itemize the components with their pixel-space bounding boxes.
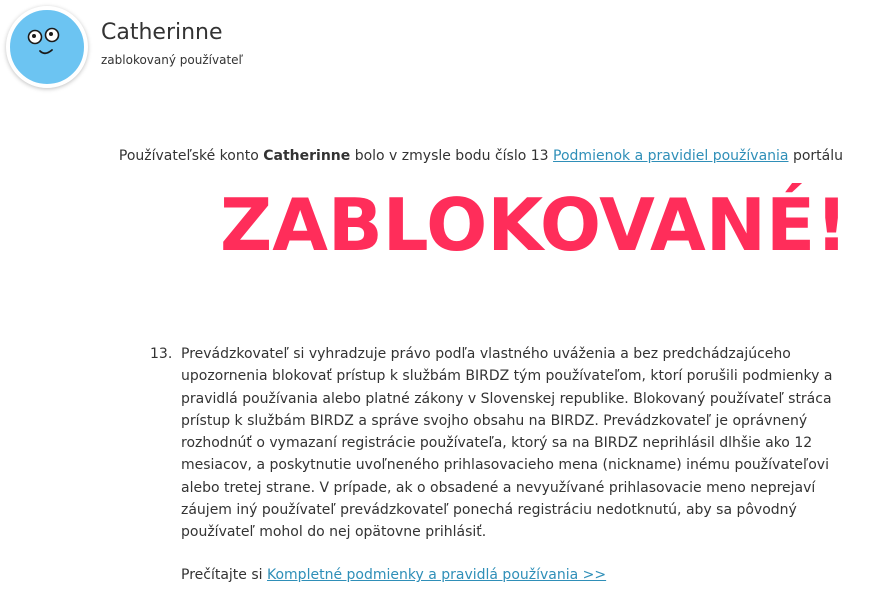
profile-header bbox=[0, 0, 883, 100]
rule-text: Prevádzkovateľ si vyhradzuje právo podľa vlastného uváženia a bez predchádzajúceho upozornenia blokovať prístup k službám BIRDZ tým používateľom, ktorí porušili podmienky a pravidlá používania alebo platné zákony v Slovenskej republike. Blokovaný používateľ stráca prístup k službám BIRDZ a správe svojho obsahu na BIRDZ. Prevádzkovateľ je oprávnený rozhodnúť o vymazaní registrácie používateľa, ktorý sa na BIRDZ neprihlásil dlhšie ako 12 mesiacov, a poskytnutie uvoľneného prihlasovacieho mena (nickname) inému používateľovi alebo tretej strane. V prípade, ak o obsadené a nevyužívané prihlasovacie meno neprejaví záujem iný používateľ prevádzkovateľ ponechá registráciu nedotknutú, aby sa pôvodný používateľ mohol do nej opätovne prihlásiť. bbox=[181, 346, 833, 541]
smiley-face-icon bbox=[10, 10, 84, 84]
notice-middle: bolo v zmysle bodu číslo 13 bbox=[350, 148, 554, 164]
notice-prefix: Používateľské konto bbox=[118, 148, 264, 164]
block-notice bbox=[0, 148, 843, 164]
avatar[interactable] bbox=[6, 6, 88, 88]
user-name: Catherinne bbox=[101, 20, 223, 45]
blocked-heading: ZABLOKOVANÉ! bbox=[220, 183, 848, 267]
terms-link[interactable]: Podmienok a pravidiel používania bbox=[553, 148, 789, 164]
user-status: zablokovaný používateľ bbox=[101, 53, 244, 67]
read-more-prefix: Prečítajte si bbox=[181, 567, 267, 583]
full-terms-link[interactable]: Kompletné podmienky a pravidlá používania >> bbox=[267, 567, 607, 583]
notice-user-name: Catherinne bbox=[263, 148, 351, 164]
rule-number: 13. bbox=[150, 346, 173, 362]
notice-suffix: portálu bbox=[788, 148, 843, 164]
read-more bbox=[181, 567, 606, 583]
